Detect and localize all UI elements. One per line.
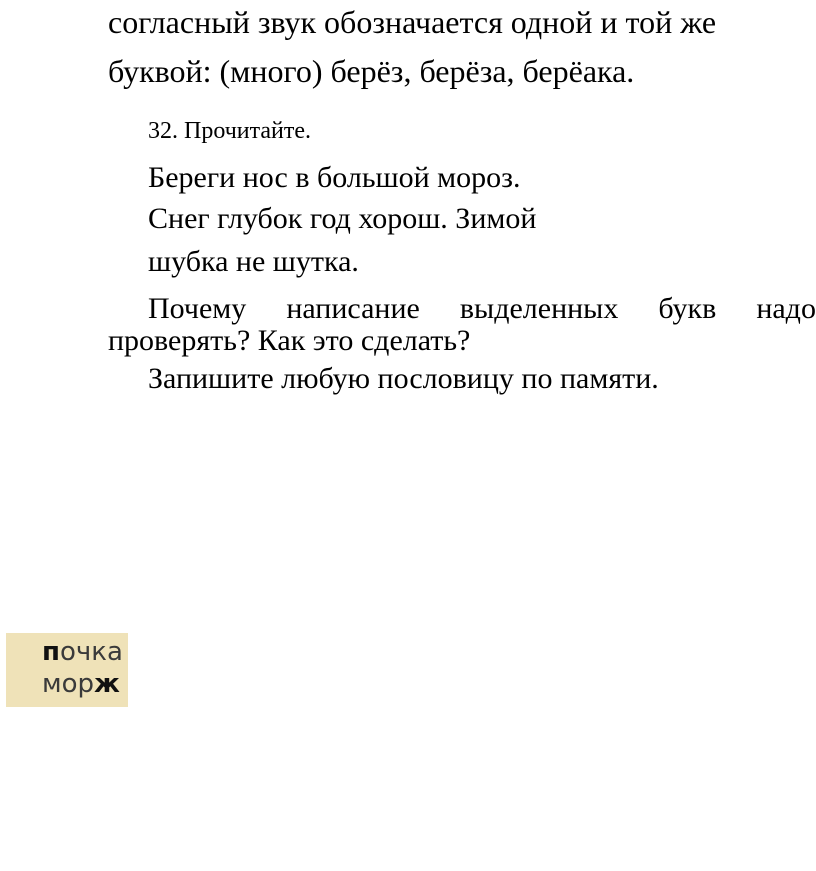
- question-line-1: [148, 294, 816, 324]
- intro-line-2: буквой: (много) берёз, берёза, берёака.: [108, 53, 635, 89]
- question-word: надо: [756, 292, 816, 325]
- task-line: Запишите любую пословицу по памяти.: [148, 362, 659, 395]
- crop-word-1-rest: очка: [59, 637, 123, 667]
- proverb-line-1: Береги нос в большой мороз.: [148, 161, 521, 194]
- crop-word-1: [42, 639, 123, 665]
- intro-line-1: согласный звук обозначается одной и той же: [108, 4, 717, 40]
- crop-word-2-rest: мор: [42, 669, 95, 699]
- question-word: выделенных: [459, 292, 619, 325]
- crop-word-1-bold: п: [42, 637, 60, 667]
- question-word: написание: [286, 292, 420, 325]
- crop-word-2-bold: ж: [94, 669, 120, 699]
- exercise-heading: 32. Прочитайте.: [148, 118, 312, 144]
- question-line-2: проверять? Как это сделать?: [108, 324, 471, 357]
- question-word: Почему: [148, 292, 247, 325]
- question-word: букв: [658, 292, 717, 325]
- crop-word-2: [42, 671, 120, 697]
- proverb-line-3: шубка не шутка.: [148, 245, 359, 278]
- proverb-line-2: Снег глубок год хорош. Зимой: [148, 202, 537, 235]
- cropped-image-fragment: [6, 633, 128, 707]
